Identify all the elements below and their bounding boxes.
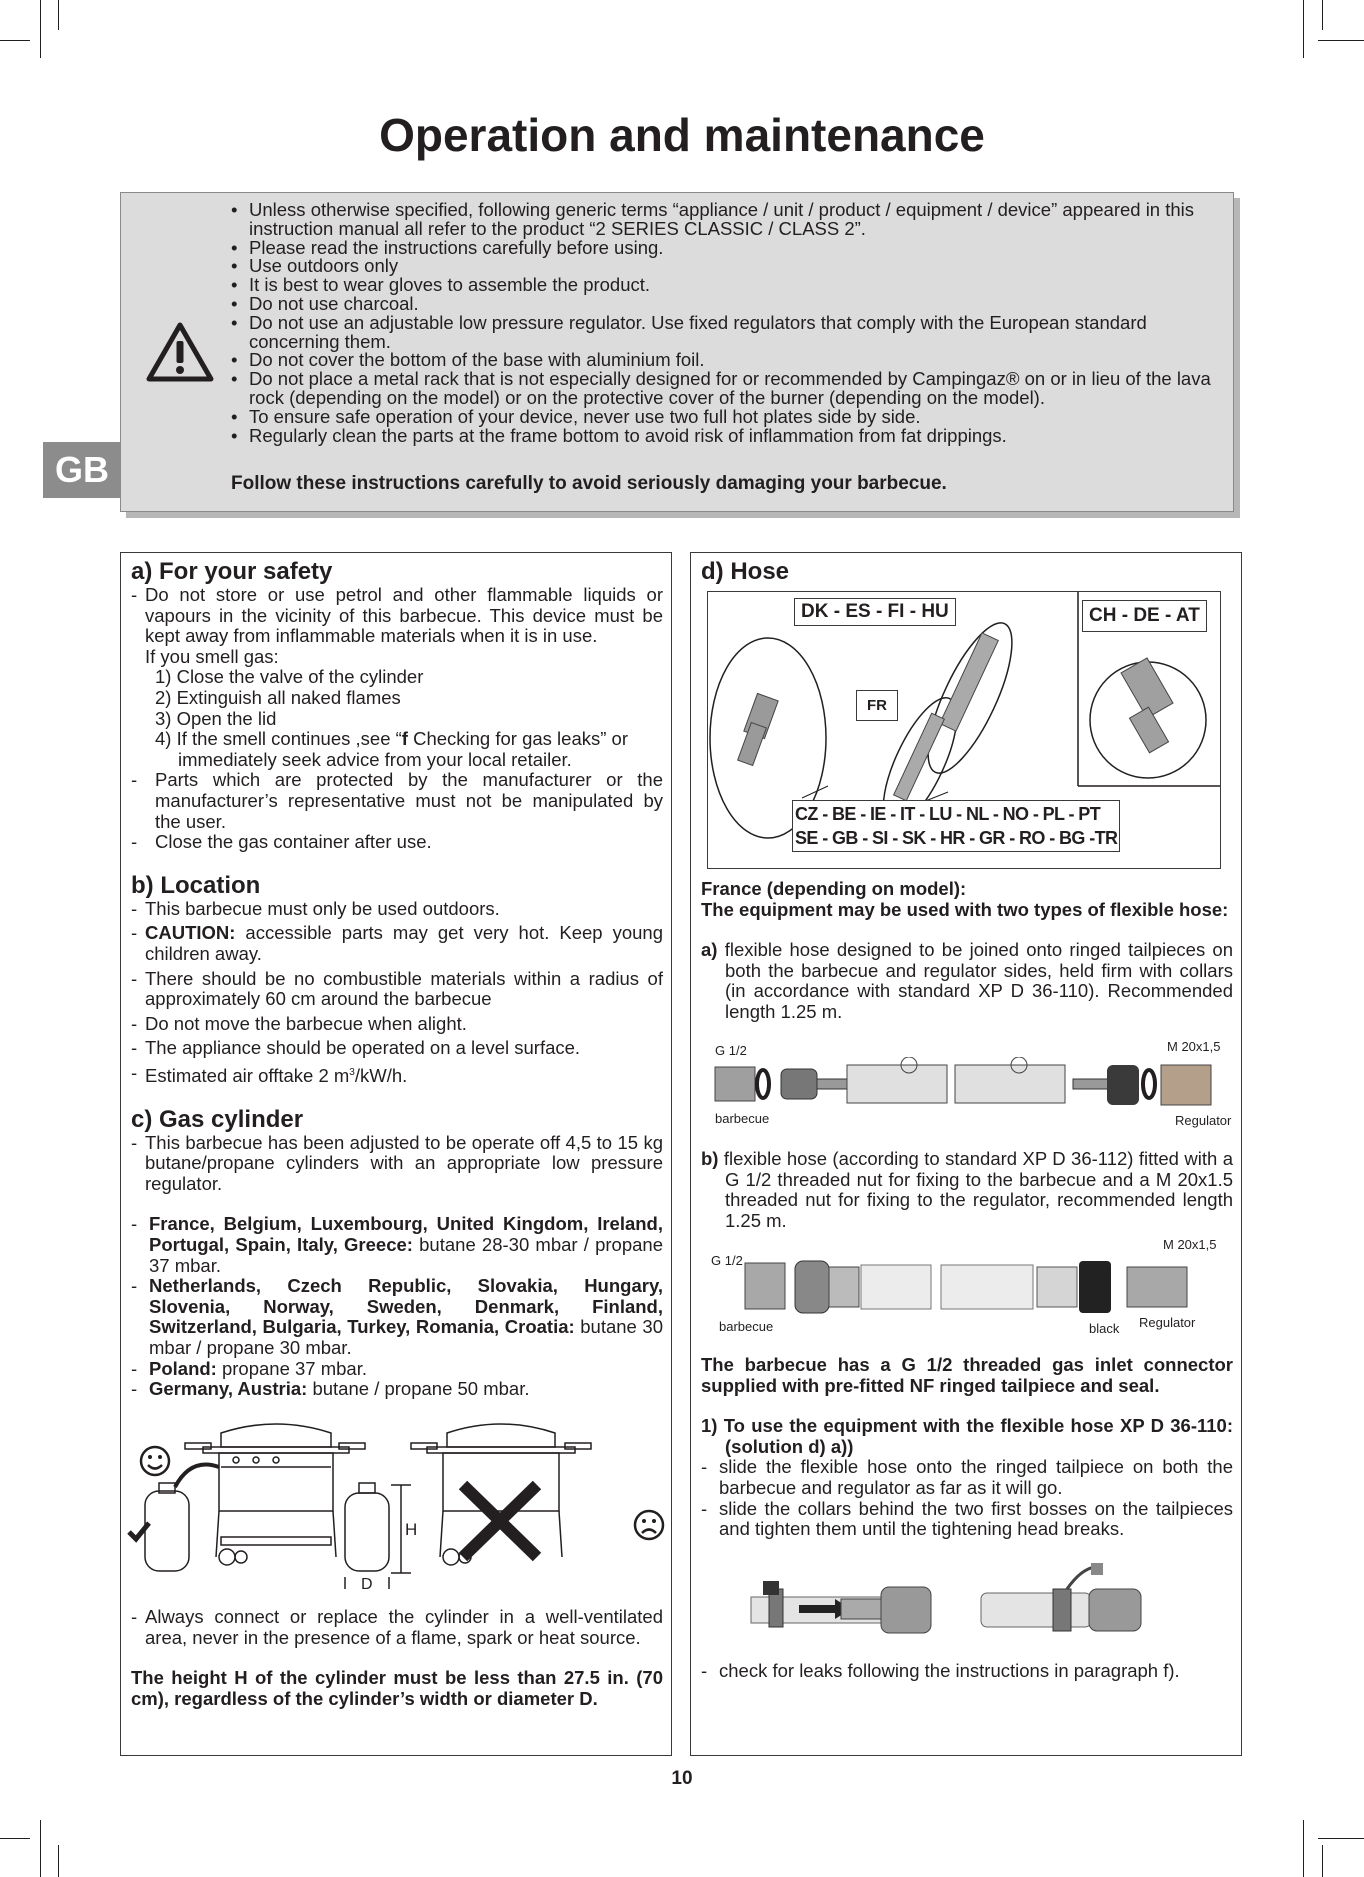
page-number: 10 bbox=[671, 1768, 693, 1789]
hose-option-a: a) flexible hose designed to be joined onto ringed tailpieces on both the barbecue and regulator sides, held firm with collars (in accordance with standard XP D 36-110). Recommended length 1.25 m. bbox=[701, 939, 1234, 1022]
barbecue-label: barbecue bbox=[719, 1319, 774, 1334]
warning-item: • Use outdoors only bbox=[229, 257, 1219, 276]
france-subheading: The equipment may be used with two types of flexible hose: bbox=[701, 898, 1229, 920]
g-thread-label: G 1/2 bbox=[711, 1253, 743, 1268]
crop-mark bbox=[1322, 0, 1323, 30]
hose-instructions bbox=[701, 1355, 1233, 1540]
country-label-fr: FR bbox=[856, 690, 898, 721]
cylinder-notes bbox=[131, 1607, 663, 1709]
cylinder-intro: - This barbecue has been adjusted to be operate off 4,5 to 15 kg butane/propane cylinders with an appropriate low pressure regulator. bbox=[131, 1133, 663, 1195]
right-column bbox=[690, 552, 1242, 1756]
hose-country-figure bbox=[707, 591, 1221, 869]
language-tab: GB bbox=[43, 442, 121, 498]
sad-face-icon bbox=[635, 1511, 663, 1539]
location-item: - The appliance should be operated on a level surface. bbox=[131, 1038, 663, 1059]
diameter-label: D bbox=[361, 1576, 373, 1589]
hose-heading: d) Hose bbox=[701, 558, 790, 585]
checkmark-icon bbox=[129, 1523, 149, 1539]
hose-b-drawing bbox=[701, 1257, 1233, 1317]
solution-step: - slide the collars behind the two first bosses on the tailpieces and tighten them until the tightening head breaks. bbox=[701, 1499, 1233, 1540]
hose-text bbox=[701, 879, 1233, 1023]
safety-heading: a) For your safety bbox=[131, 558, 333, 585]
warning-item: • Do not cover the bottom of the base with aluminium foil. bbox=[229, 351, 1219, 370]
france-heading: France (depending on model): bbox=[701, 878, 967, 899]
country-label-dk: DK - ES - FI - HU bbox=[794, 598, 956, 626]
safety-section bbox=[131, 559, 663, 1400]
crop-mark bbox=[1318, 1838, 1364, 1839]
warning-triangle-icon bbox=[145, 321, 215, 383]
smell-gas-label: If you smell gas: bbox=[145, 645, 279, 667]
warning-list bbox=[229, 201, 1219, 445]
crop-mark bbox=[58, 0, 59, 30]
crop-mark bbox=[1318, 40, 1364, 41]
hose-figure-a bbox=[701, 1039, 1233, 1133]
warning-item: • It is best to wear gloves to assemble the product. bbox=[229, 276, 1219, 295]
safety-paragraph: - Parts which are protected by the manufacturer or the manufacturer’s representative must not be manipulated by the user. bbox=[131, 770, 663, 832]
pressure-item: - Netherlands, Czech Republic, Slovakia, Hungary, Slovenia, Norway, Sweden, Denmark, Finland, Switzerland, Bulgaria, Turkey, Romania, Croatia: butane 30 mbar / propane 30 mbar. bbox=[131, 1276, 663, 1358]
safety-step: 2) Extinguish all naked flames bbox=[155, 686, 401, 708]
location-item: - CAUTION: accessible parts may get very hot. Keep young children away. bbox=[131, 923, 663, 964]
crop-mark bbox=[40, 0, 41, 58]
safety-paragraph: - Close the gas container after use. bbox=[131, 832, 663, 853]
safety-step: 1) Close the valve of the cylinder bbox=[155, 666, 424, 688]
warning-item: • To ensure safe operation of your device, never use two full hot plates side by side. bbox=[229, 408, 1219, 427]
prohibited-cross-icon bbox=[463, 1485, 537, 1557]
location-item: - There should be no combustible materials within a radius of approximately 60 cm around the barbecue bbox=[131, 969, 663, 1010]
pressure-item: - Germany, Austria: butane / propane 50 mbar. bbox=[131, 1379, 663, 1400]
location-item: - Estimated air offtake 2 $m^3/kW/h$. bbox=[131, 1063, 663, 1087]
page-title: Operation and maintenance bbox=[379, 109, 985, 161]
country-label-cz: CZ - BE - IE - IT - LU - NL - NO - PL - PT SE - GB - SI - SK - HR - GR - RO - BG -TR bbox=[792, 800, 1120, 852]
gas-cylinder-drawing bbox=[145, 1465, 219, 1572]
crop-mark bbox=[0, 1838, 30, 1839]
warning-item: • Do not place a metal rack that is not especially designed for or recommended by Campingaz® on or in lieu of the lava rock (depending on the model) or on the protective cover of the burner (depending on the model). bbox=[229, 370, 1219, 408]
barbecue-label: barbecue bbox=[715, 1111, 770, 1126]
crop-mark bbox=[1303, 1820, 1304, 1877]
g-thread-label: G 1/2 bbox=[715, 1043, 747, 1058]
collar-figure bbox=[741, 1563, 1191, 1637]
country-label-ch: CH - DE - AT bbox=[1082, 600, 1207, 632]
safety-paragraph: - Do not store or use petrol and other flammable liquids or vapours in the vicinity of this barbecue. This device must be kept away from inflammable materials when it is in use. bbox=[131, 585, 663, 647]
safety-step: 4) If the smell continues ,see “f Checking for gas leaks” or immediately seek advice from your local retailer. bbox=[155, 728, 628, 770]
cylinder-dimension-drawing bbox=[345, 1483, 411, 1589]
hose-text-b bbox=[701, 1149, 1233, 1231]
pressure-item: - France, Belgium, Luxembourg, United Kingdom, Ireland, Portugal, Spain, Italy, Greece: butane 28-30 mbar / propane 37 mbar. bbox=[131, 1214, 663, 1276]
hose-figure-b bbox=[701, 1237, 1233, 1337]
cylinder-heading: c) Gas cylinder bbox=[131, 1105, 304, 1133]
warning-item: • Please read the instructions carefully before using. bbox=[229, 239, 1219, 258]
warning-item: • Do not use charcoal. bbox=[229, 295, 1219, 314]
pressure-item: - Poland: propane 37 mbar. bbox=[131, 1359, 663, 1380]
crop-mark bbox=[58, 1845, 59, 1877]
black-label: black bbox=[1089, 1321, 1120, 1336]
regulator-label: Regulator bbox=[1139, 1315, 1196, 1330]
safety-step: 3) Open the lid bbox=[155, 707, 277, 729]
warning-item: • Regularly clean the parts at the frame bottom to avoid risk of inflammation from fat drippings. bbox=[229, 427, 1219, 446]
hose-a-drawing bbox=[701, 1057, 1233, 1107]
crop-mark bbox=[0, 40, 30, 41]
location-heading: b) Location bbox=[131, 871, 261, 899]
cylinder-note: - Always connect or replace the cylinder in a well-ventilated area, never in the presence of a flame, spark or heat source. bbox=[131, 1607, 663, 1648]
crop-mark bbox=[40, 1820, 41, 1877]
crop-mark bbox=[1303, 0, 1304, 58]
barbecue-drawing bbox=[411, 1424, 591, 1565]
warning-box bbox=[120, 192, 1234, 512]
smiley-icon bbox=[141, 1447, 169, 1475]
location-item: - Do not move the barbecue when alight. bbox=[131, 1014, 663, 1035]
m-thread-label: M 20x1,5 bbox=[1163, 1237, 1217, 1252]
solution-heading: 1) To use the equipment with the flexible hose XP D 36-110: (solution d) a)) bbox=[701, 1415, 1233, 1457]
connector-note: The barbecue has a G 1/2 threaded gas inlet connector supplied with pre-fitted NF ringed tailpiece and seal. bbox=[701, 1354, 1233, 1396]
solution-step: - slide the flexible hose onto the ringed tailpiece on both the barbecue and regulator as far as it will go. bbox=[701, 1457, 1233, 1498]
barbecue-drawing bbox=[185, 1424, 365, 1565]
m-thread-label: M 20x1,5 bbox=[1167, 1039, 1221, 1054]
warning-item: • Do not use an adjustable low pressure regulator. Use fixed regulators that comply with the European standard concerning them. bbox=[229, 314, 1219, 352]
cylinder-figure bbox=[121, 1417, 671, 1589]
regulator-label: Regulator bbox=[1175, 1113, 1232, 1128]
crop-mark bbox=[1322, 1845, 1323, 1877]
leak-check-note: - check for leaks following the instructions in paragraph f). bbox=[701, 1661, 1233, 1682]
location-item: - This barbecue must only be used outdoors. bbox=[131, 899, 663, 920]
left-column bbox=[120, 552, 672, 1756]
warning-item: • Unless otherwise specified, following generic terms “appliance / unit / product / equipment / device” appeared in this instruction manual all refer to the product “2 SERIES CLASSIC / CLASS 2”. bbox=[229, 201, 1219, 239]
warning-final-note: Follow these instructions carefully to avoid seriously damaging your barbecue. bbox=[231, 473, 947, 494]
height-label: H bbox=[405, 1520, 418, 1539]
hose-option-b: b) flexible hose (according to standard XP D 36-112) fitted with a G 1/2 threaded nut for fixing to the barbecue and a M 20x1.5 threaded nut for fixing to the regulator, recommended length 1.25 m. bbox=[701, 1148, 1233, 1231]
cylinder-height-note: The height H of the cylinder must be less than 27.5 in. (70 cm), regardless of the cylinder’s width or diameter D. bbox=[131, 1667, 663, 1709]
